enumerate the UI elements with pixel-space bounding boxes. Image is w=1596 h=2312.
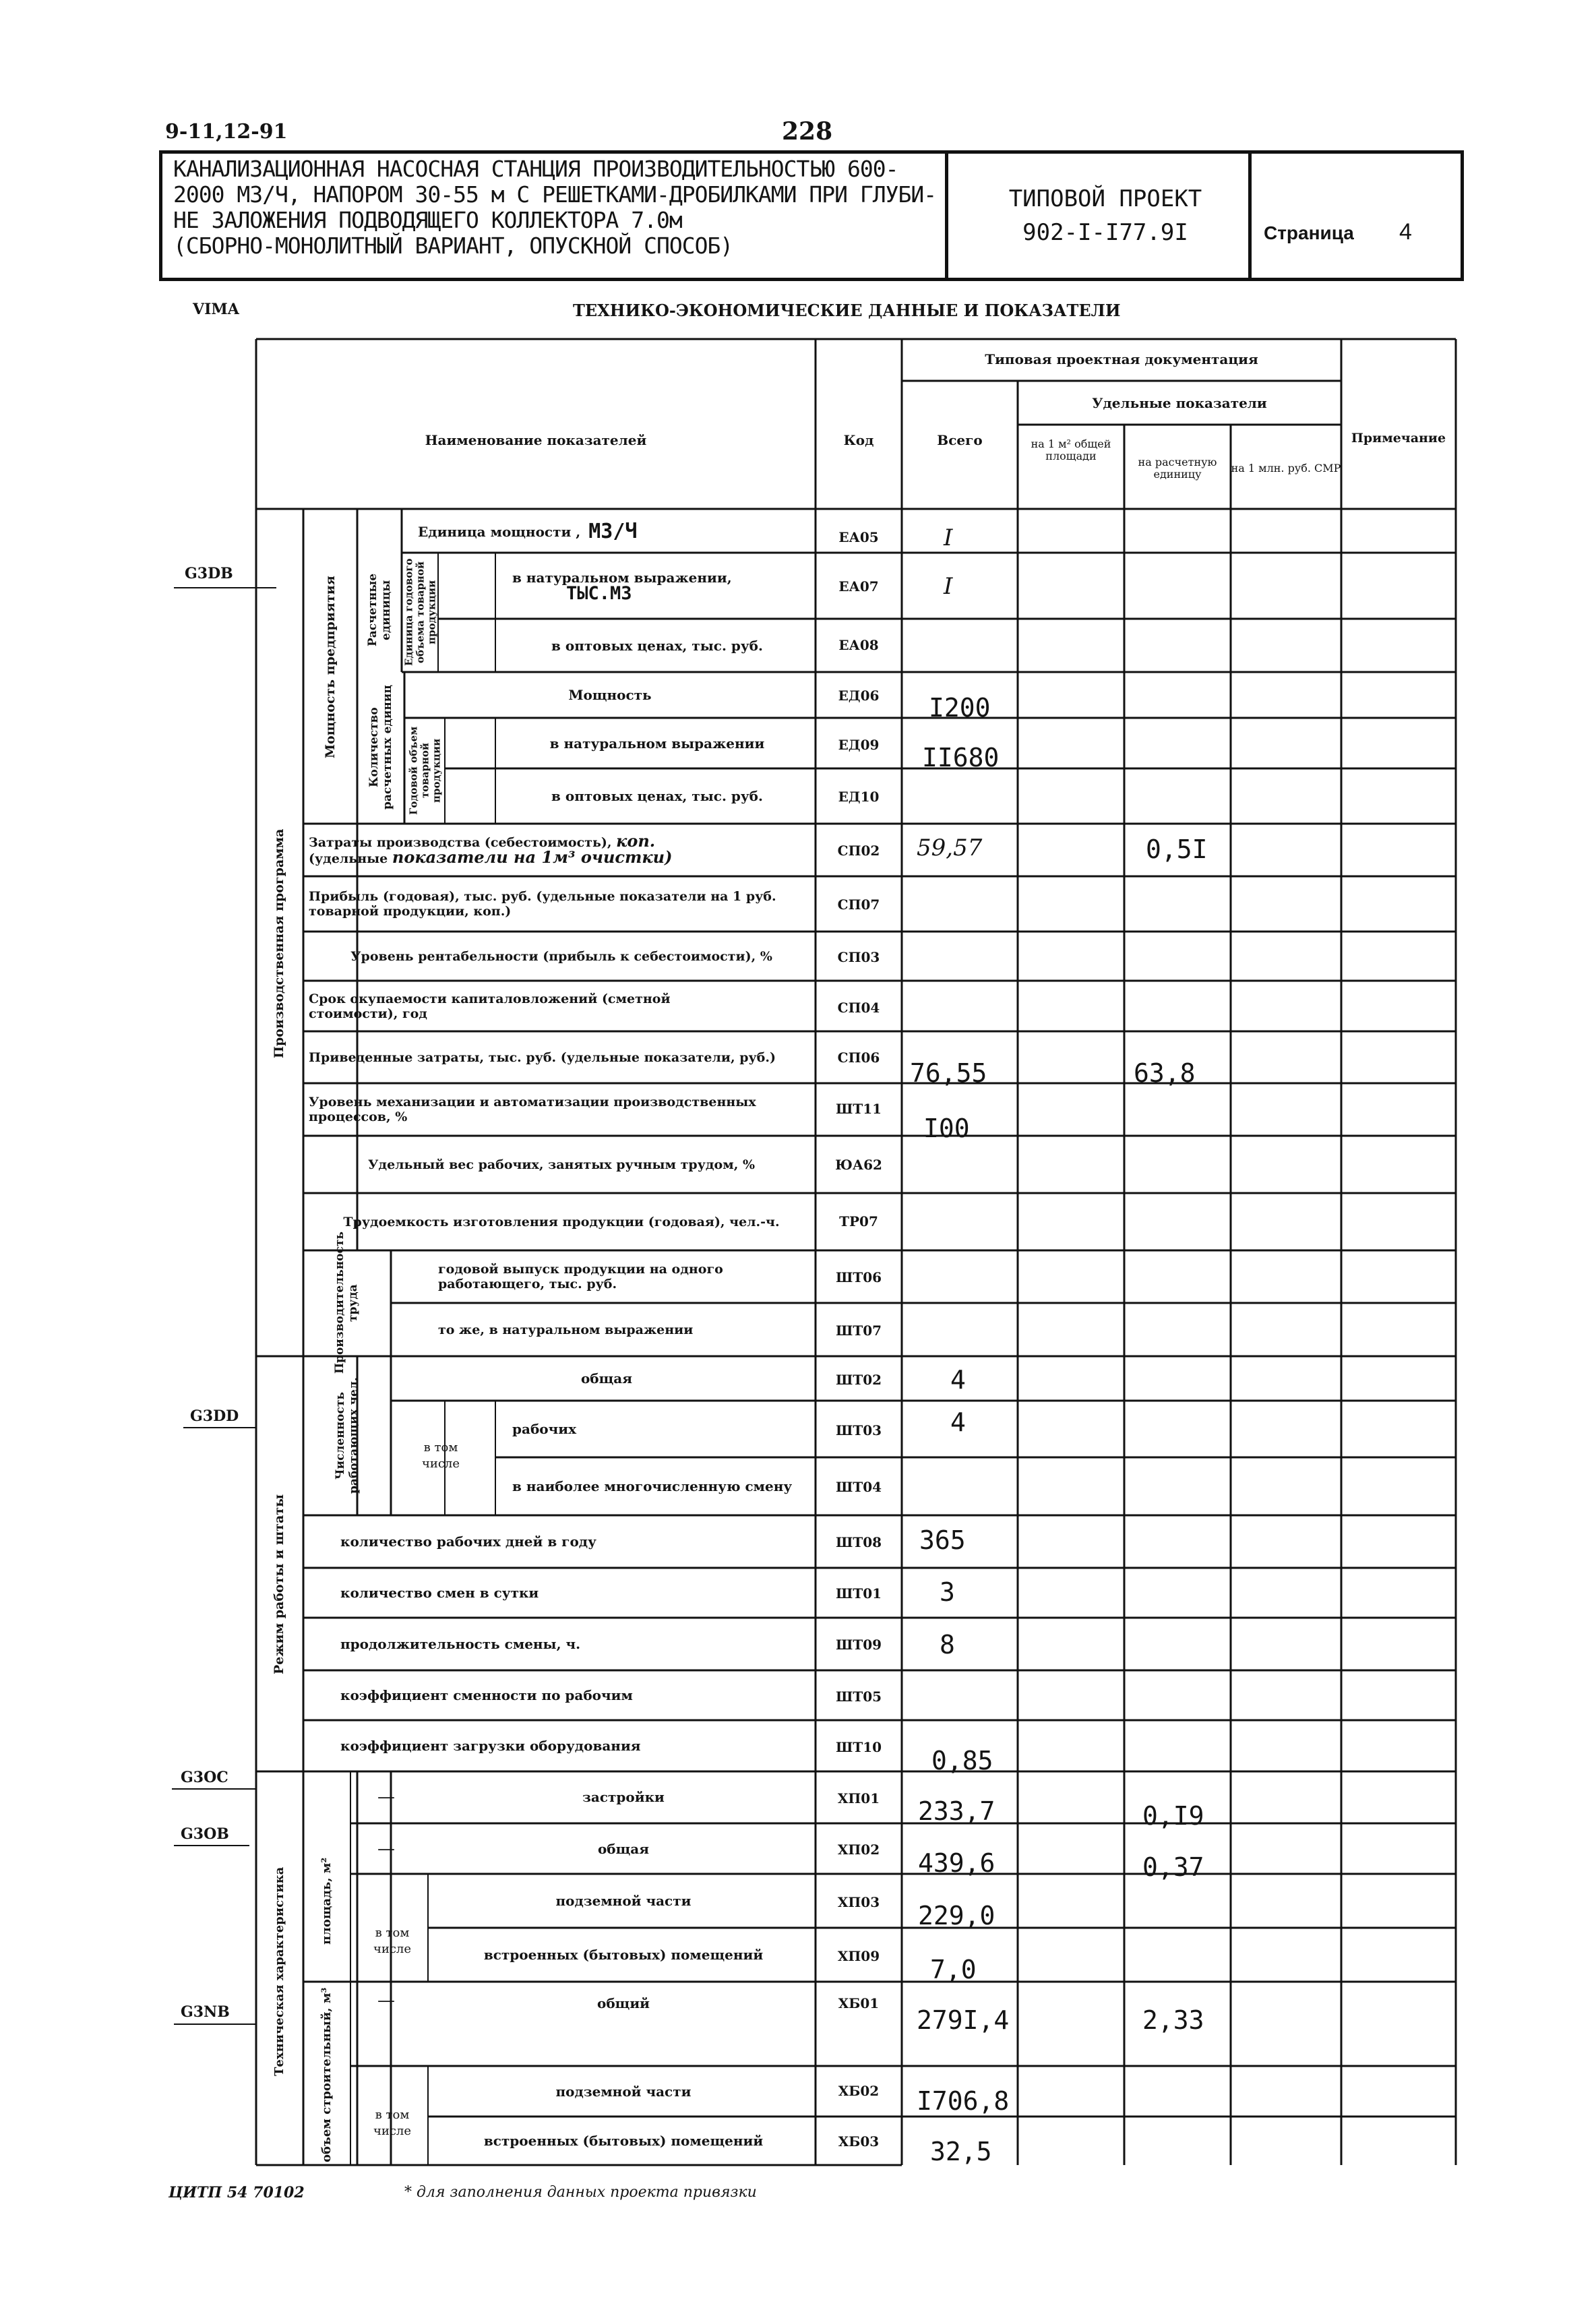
row-label-shift-duration: продолжительность смены, ч. xyxy=(340,1636,581,1652)
header-per-m2: на 1 м² общей площади xyxy=(1031,437,1111,462)
group-tech-characteristics: Техническая характеристика xyxy=(272,1866,286,2077)
value-sht02: 4 xyxy=(950,1365,966,1395)
incl-label: в том числе xyxy=(373,2108,412,2138)
code-cell: ШТ05 xyxy=(835,1689,882,1705)
sheet-number: 4 xyxy=(1399,219,1412,245)
row-label-mechanization: Уровень механизации и автоматизации производственных процессов, % xyxy=(309,1095,756,1124)
group-annual-output: Годовой объем товарной продукции xyxy=(407,726,443,815)
sheet-label: Страница xyxy=(1264,222,1354,243)
value-hp02-unit: 0,37 xyxy=(1142,1852,1204,1882)
code-cell: ХБ01 xyxy=(838,1995,880,2011)
code-cell: ХП03 xyxy=(837,1894,880,1910)
dash: — xyxy=(377,1838,395,1859)
code-cell: ЕА07 xyxy=(838,578,879,595)
code-cell: ХБ03 xyxy=(838,2133,880,2150)
prod-costs-handwritten-2: показатели на 1м³ очистки) xyxy=(392,847,673,867)
header-per-unit: на расчетную единицу xyxy=(1138,456,1217,481)
row-label-built-up: застройки xyxy=(582,1789,665,1805)
row-label-manual-share: Удельный вес рабочих, занятых ручным трудом, % xyxy=(367,1157,755,1172)
value-sht08: 365 xyxy=(919,1525,966,1555)
row-label-built-in: встроенных (бытовых) помещений xyxy=(483,1947,764,1963)
code-cell: СП03 xyxy=(837,949,880,965)
row-label-total-area: общая xyxy=(597,1840,650,1857)
value-sp06-total: 76,55 xyxy=(910,1058,987,1088)
natural-expr-handwritten: ТЫС.М3 xyxy=(566,583,632,604)
project-label: ТИПОВОЙ ПРОЕКТ 902-I-I77.9I xyxy=(1008,185,1202,246)
group-output-unit: Единица годового объема товарной продукции xyxy=(402,558,438,666)
code-cell: СП02 xyxy=(837,843,880,859)
code-cell: ШТ07 xyxy=(835,1322,882,1339)
page-id: 9-11,12-91 xyxy=(165,120,288,144)
value-ea05: I xyxy=(944,524,953,551)
section-code: VIMA xyxy=(193,301,239,318)
code-cell: ШТ09 xyxy=(835,1637,882,1653)
group-calc-units: Расчетные единицы xyxy=(366,573,393,647)
group-work-regime: Режим работы и штаты xyxy=(272,1494,286,1674)
row-label-total-staff: общая xyxy=(580,1370,633,1387)
row-label-load-coef: коэффициент загрузки оборудования xyxy=(340,1738,641,1754)
code-cell: ШТ06 xyxy=(835,1269,882,1285)
footer-note: * для заполнения данных проекта привязки xyxy=(404,2184,757,2201)
row-label-capacity: Мощность xyxy=(568,687,652,703)
row-label-underground: подземной части xyxy=(555,1893,692,1909)
row-label-total-volume: общий xyxy=(597,1995,650,2011)
row-label-natural-expr2: в натуральном выражении xyxy=(549,735,765,752)
header-code: Код xyxy=(843,432,874,448)
row-label-workers: рабочих xyxy=(512,1421,577,1437)
group-production-program: Производственная программа xyxy=(272,828,286,1059)
value-sht01: 3 xyxy=(940,1577,955,1607)
margin-mark: G3OC xyxy=(181,1769,228,1786)
header-typical-docs: Типовая проектная документация xyxy=(985,351,1258,367)
margin-mark: G3DB xyxy=(185,565,233,582)
value-ea07: I xyxy=(944,573,953,600)
code-cell: ХП09 xyxy=(837,1948,880,1964)
row-label-profit: Прибыль (годовая), тыс. руб. (удельные показатели на 1 руб. товарной продукции, коп.) xyxy=(309,889,776,919)
row-label-payback: Срок окупаемости капиталовложений (сметной стоимости), год xyxy=(309,991,671,1021)
group-qty-calc-units: Количество расчетных единиц xyxy=(367,685,394,810)
group-area: площадь, м² xyxy=(319,1857,334,1945)
row-label-profitability: Уровень рентабельности (прибыль к себестоимости), % xyxy=(350,948,772,964)
code-cell: ЕД06 xyxy=(838,688,880,704)
prod-costs-handwritten: коп. xyxy=(616,831,656,851)
row-label-built-in-v: встроенных (бытовых) помещений xyxy=(483,2133,764,2149)
code-cell: ШТ10 xyxy=(835,1739,882,1755)
row-label-prod-costs: Затраты производства (себестоимость), коп. (удельные показатели на 1м³ очистки) xyxy=(309,831,673,867)
value-hb01-total: 279I,4 xyxy=(917,2005,1010,2035)
incl-label: в том числе xyxy=(373,1926,412,1956)
code-cell: ШТ04 xyxy=(835,1479,882,1495)
project-title: КАНАЛИЗАЦИОННАЯ НАСОСНАЯ СТАНЦИЯ ПРОИЗВОДИТЕЛЬНОСТЬЮ 600- 2000 М3/Ч, НАПОРОМ 30-55 м С РЕШЕТКАМИ-ДРОБИЛКАМИ ПРИ ГЛУБИ- НЕ ЗАЛОЖЕНИЯ ПОДВОДЯЩЕГО КОЛЛЕКТОРА 7.0м (СБОРНО-МОНОЛИТНЫЙ ВАРИАНТ, ОПУСКНОЙ СПОСОБ) xyxy=(173,156,937,259)
value-sht03: 4 xyxy=(950,1407,966,1437)
group-headcount: Численность работающих чел. xyxy=(334,1377,361,1494)
value-sp06-unit: 63,8 xyxy=(1134,1058,1196,1088)
code-cell: ШТ01 xyxy=(835,1585,882,1602)
code-cell: СП04 xyxy=(837,1000,880,1016)
row-label-shift-coef: коэффициент сменности по рабочим xyxy=(340,1687,633,1703)
value-ed06: I200 xyxy=(929,693,991,723)
margin-mark: G3OB xyxy=(181,1825,229,1843)
row-label-working-days: количество рабочих дней в году xyxy=(340,1533,596,1550)
value-hp01-unit: 0,I9 xyxy=(1142,1801,1204,1831)
margin-mark: G3DD xyxy=(190,1407,239,1425)
row-label-shifts-per-day: количество смен в сутки xyxy=(340,1585,539,1601)
table-title: ТЕХНИКО-ЭКОНОМИЧЕСКИЕ ДАННЫЕ И ПОКАЗАТЕЛИ xyxy=(573,301,1121,320)
group-enterprise-capacity: Мощность предприятия xyxy=(323,576,338,759)
code-cell: СП07 xyxy=(837,896,880,913)
row-label-largest-shift: в наиболее многочисленную смену xyxy=(512,1478,793,1494)
row-label-wholesale: в оптовых ценах, тыс. руб. xyxy=(551,637,763,654)
row-label-annual-per-worker: годовой выпуск продукции на одного работающего, тыс. руб. xyxy=(438,1262,723,1291)
code-cell: ШТ03 xyxy=(835,1422,882,1438)
group-labor-productivity: Производительность труда xyxy=(333,1231,360,1374)
value-ed09: II680 xyxy=(922,743,1000,772)
value-hb01-unit: 2,33 xyxy=(1142,2005,1204,2035)
row-label-reduced-costs: Приведенные затраты, тыс. руб. (удельные показатели, руб.) xyxy=(309,1049,776,1065)
value-hp09: 7,0 xyxy=(930,1955,977,1984)
row-label-same-natural: то же, в натуральном выражении xyxy=(438,1322,694,1337)
margin-mark: G3NB xyxy=(181,2003,230,2021)
value-sht09: 8 xyxy=(940,1630,955,1660)
code-cell: СП06 xyxy=(837,1049,880,1066)
value-sht11: I00 xyxy=(923,1114,970,1143)
code-cell: ХП02 xyxy=(837,1842,880,1858)
dash: — xyxy=(377,1990,395,2011)
header-specific: Удельные показатели xyxy=(1092,395,1267,411)
header-per-mln: на 1 млн. руб. СМР xyxy=(1231,462,1341,475)
header-note: Примечание xyxy=(1351,431,1446,446)
code-cell: ЕД10 xyxy=(838,789,880,805)
page-number: 228 xyxy=(782,117,833,146)
row-label-natural-expr: в натуральном выражении, ТЫС.М3 xyxy=(512,570,732,604)
row-label-labor-intensity: Трудоемкость изготовления продукции (годовая), чел.-ч. xyxy=(343,1214,780,1229)
code-cell: ХП01 xyxy=(837,1790,880,1806)
value-sp02-unit: 0,5I xyxy=(1146,834,1208,864)
value-sht10: 0,85 xyxy=(931,1746,993,1775)
value-hp03: 229,0 xyxy=(918,1901,995,1930)
header-name: Наименование показателей xyxy=(425,432,647,448)
row-label-unit-capacity: Единица мощности , М3/Ч xyxy=(418,520,638,543)
incl-label: в том числе xyxy=(421,1440,460,1471)
value-hb03: 32,5 xyxy=(930,2137,992,2166)
row-label-wholesale2: в оптовых ценах, тыс. руб. xyxy=(551,788,763,804)
dash: — xyxy=(377,1787,395,1807)
code-cell: ТР07 xyxy=(839,1213,878,1229)
value-hp02-total: 439,6 xyxy=(918,1848,995,1878)
code-cell: ЕА08 xyxy=(838,637,879,653)
value-sp02-total: 59,57 xyxy=(917,834,983,861)
code-cell: ШТ02 xyxy=(835,1372,882,1388)
code-cell: ЕА05 xyxy=(838,529,879,545)
code-cell: ЕД09 xyxy=(838,737,880,753)
code-cell: ЮА62 xyxy=(835,1157,882,1173)
group-volume: объем строительный, м³ xyxy=(319,1987,334,2162)
code-cell: ХБ02 xyxy=(838,2083,880,2099)
code-cell: ШТ08 xyxy=(835,1534,882,1550)
footer-code: ЦИТП 54 70102 xyxy=(168,2184,305,2201)
code-cell: ШТ11 xyxy=(835,1101,882,1117)
row-label-underground-v: подземной части xyxy=(555,2083,692,2100)
value-hb02: I706,8 xyxy=(917,2086,1010,2116)
unit-capacity-handwritten: М3/Ч xyxy=(588,520,638,543)
value-hp01-total: 233,7 xyxy=(918,1796,995,1826)
header-total: Всего xyxy=(937,432,983,448)
